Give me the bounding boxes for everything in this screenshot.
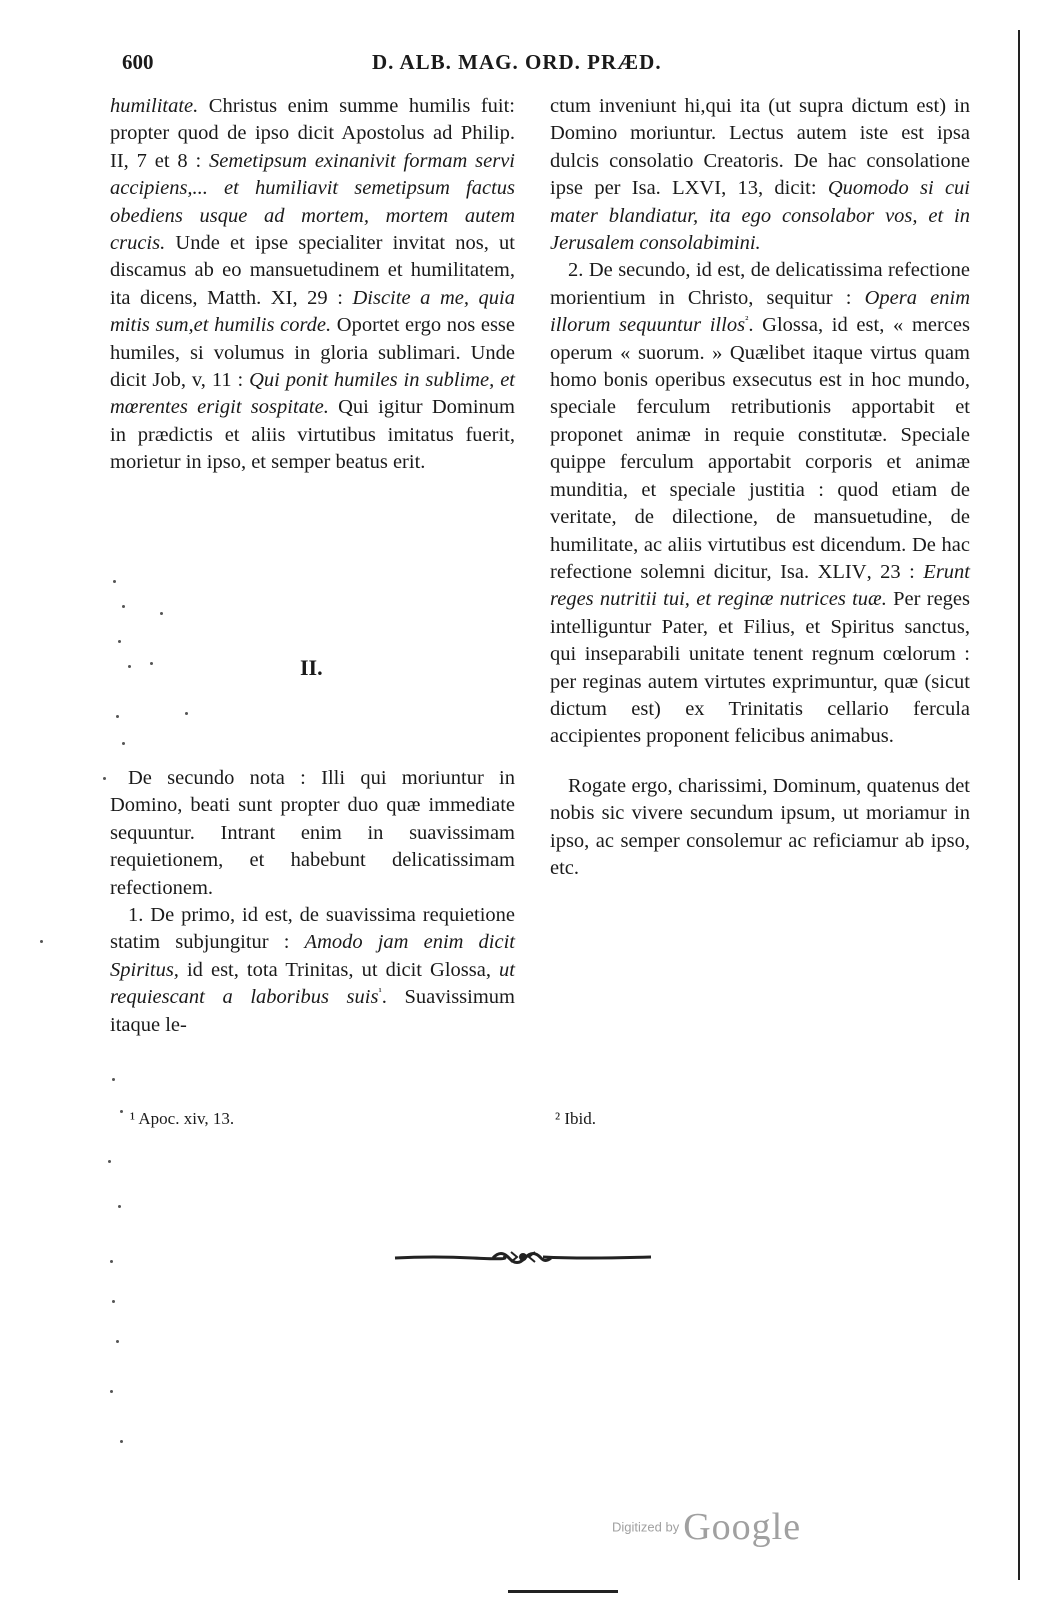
running-head: D. ALB. MAG. ORD. PRÆD. [372,50,662,74]
text-run: , 13, dicit: [721,177,828,200]
scan-speck [128,665,131,668]
scan-speck [118,640,121,643]
text-run: id est, tota Trinitas, ut dicit Glossa, [178,958,500,981]
scan-speck [113,580,116,583]
scan-speck [120,1440,123,1443]
left-paragraph-2 [110,765,515,902]
scan-speck [110,1260,113,1263]
right-paragraph-3 [550,773,970,883]
scan-speck [40,940,43,943]
scan-speck [112,1300,115,1303]
italic-quotation: ut requiescant a laboribus suis [110,958,515,1009]
footnote-marker: ² [745,314,749,327]
scan-speck [103,777,106,780]
text-run: XLIV [817,560,867,583]
text-run: ctum inveniunt hi,qui ita (ut supra dictum est) in Domino moriuntur. Lectus autem iste est ipsa dulcis consolatio Creatoris. De hac consolatione ipse per Isa. [550,95,970,200]
scan-speck [108,1160,111,1163]
text-run: Per reges intelliguntur Pater, et Filius, et Spiritus sanctus, qui inseparabili unitate tenent regnum cœlorum : per reginas autem virtutes exprimuntur, quæ (sicut dictum est) ex Trinitatis cellario fercula accipientes proponent felicibus animabus. [550,588,970,748]
footnote-left: ¹ Apoc. xiv, 13. [130,1109,235,1128]
italic-quotation: Quomodo si cui mater blandiatur, ita ego consolabor vos, et in Jerusalem consolabimini. [550,177,971,255]
scan-speck [150,662,153,665]
text-run: , 29 : [292,286,353,309]
left-paragraph-1 [110,93,515,477]
text-run: II [110,149,124,172]
page-edge-line [1018,30,1020,1580]
text-run: De secundo nota : Illi qui moriuntur in Domino, beati sunt propter duo quæ immediate sequuntur. Intrant enim in suavissimam requietionem, et habebunt delicatissimam refectionem. [110,767,515,899]
left-paragraph-3 [110,902,515,1039]
scan-speck [116,715,119,718]
left-column-bottom [110,765,515,1039]
scan-speck [118,1205,121,1208]
scan-speck [112,1078,115,1081]
text-run: Unde et ipse specialiter invitat nos, ut discamus ab eo mansuetudinem et humilitatem, ita dicens, Matth. [110,232,515,309]
text-run: 2. De secundo, id est, de delicatissima refectione morientium in Christo, sequitur : [550,259,970,309]
text-run: XI [270,286,293,309]
right-paragraph-1 [550,93,970,257]
text-run: , 7 et 8 : [123,149,210,172]
footnote-right: ² Ibid. [555,1109,596,1128]
italic-quotation: Semetipsum exinanivit formam servi accipiens,... et humiliavit semetipsum factus obediens usque ad mortem, mortem autem crucis. [110,149,515,255]
text-run: , 23 : [866,560,924,583]
watermark-prefix: Digitized by [612,1519,680,1535]
digitized-watermark [612,1505,801,1549]
scan-speck [120,1110,123,1113]
scan-speck [122,605,125,608]
scan-speck [185,712,188,715]
left-column-top [110,93,515,477]
ornament-divider [393,1248,653,1266]
text-run: Qui igitur Dominum in prædictis et aliis virtutibus imitatus fuerit, morietur in ipso, et semper beatus erit. [110,396,515,474]
italic-quotation: Amodo jam enim dicit Spiritus, [110,931,515,981]
page-number: 600 [122,50,154,74]
italic-quotation: Opera enim illorum sequuntur illos [550,286,970,337]
italic-quotation: Discite a me, quia mitis sum,et humilis corde. [110,286,515,337]
google-logo: Google [683,1506,802,1548]
text-run: . Glossa, id est, « merces operum « suorum. » Quælibet itaque virtus quam homo bonis operibus exsecutus est in hoc mundo, speciale ferculum retributionis apportabit et proponet animæ in requie constitutæ. Speciale quippe ferculum apportabit corporis et animæ munditia, et speciale justitia : quod etiam de veritate, de dilectione, de mansuetudine, de humilitate, ac aliis virtutibus est dicendum. De hac refectione solemni dicitur, Isa. [550,314,970,583]
text-run: LXVI [672,177,722,200]
text-run: . Suavissimum itaque le- [110,986,515,1036]
section-heading: II. [300,655,323,680]
italic-quotation: Qui ponit humiles in sublime, et mœrentes erigit sospitate. [110,369,515,419]
text-run: 1. De primo, id est, de suavissima requietione statim subjungitur : [110,904,515,954]
bottom-scan-rule [508,1590,618,1593]
footnote-marker: ¹ [378,986,382,999]
text-run: Christus enim summe humilis fuit: propter quod de ipso dicit Apostolus ad Philip. [110,95,515,145]
text-run: Oportet ergo nos esse humiles, si volumus in gloria sublimari. Unde dicit Job, v, 11 : [110,314,515,392]
right-column [550,93,970,882]
scan-speck [160,612,163,615]
italic-quotation: Erunt reges nutritii tui, et reginæ nutrices tuæ. [550,560,970,611]
scan-speck [116,1340,119,1343]
scan-speck [110,1390,113,1393]
scan-speck [122,742,125,745]
text-run: Rogate ergo, charissimi, Dominum, quatenus det nobis sic vivere secundum ipsum, ut moriamur in ipso, ac semper consolemur ac reficiamur ab ipso, etc. [550,774,970,879]
right-paragraph-2 [550,257,970,750]
italic-quotation: humilitate. [110,95,199,117]
